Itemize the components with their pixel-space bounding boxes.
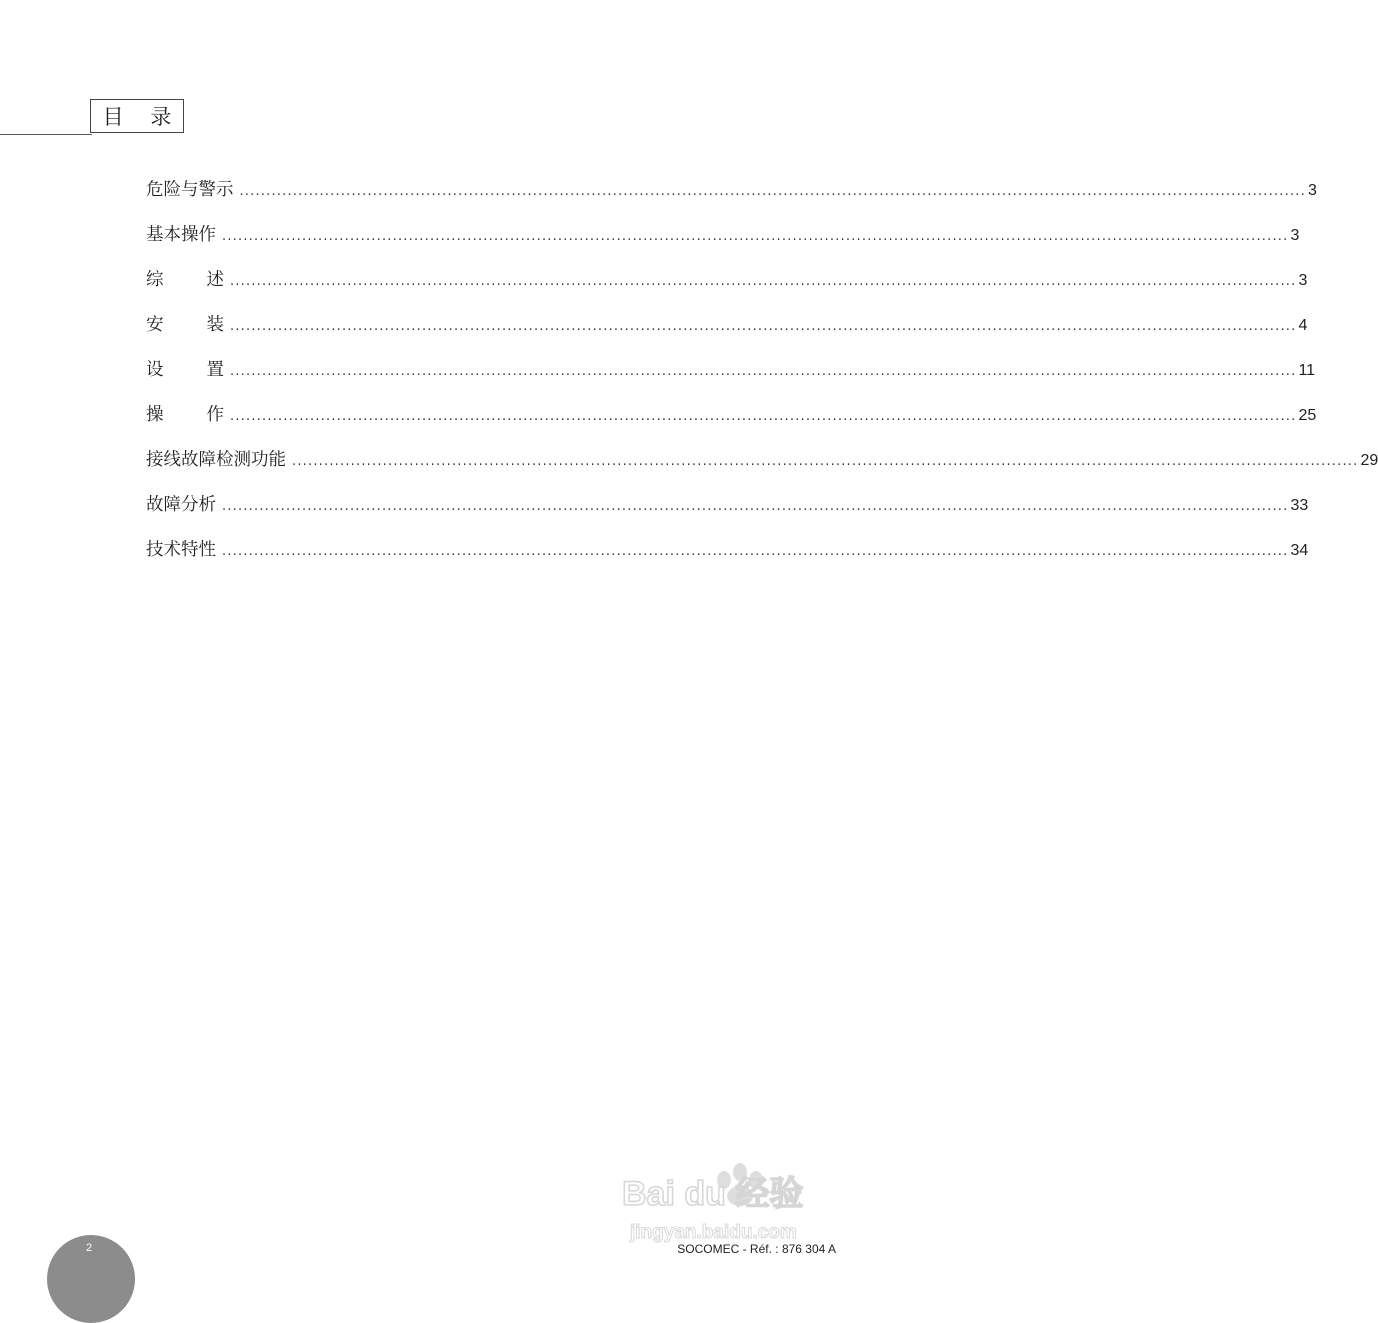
toc-entry-label: 接线故障检测功能 — [146, 450, 286, 470]
toc-dot-leader: ........................................................................................................................................................................................................ — [230, 319, 1297, 334]
baidu-jingyan-watermark — [620, 1150, 835, 1245]
toc-entry — [146, 266, 1308, 311]
header-rule — [0, 134, 92, 135]
toc-entry-page: 25 — [1298, 407, 1317, 424]
toc-dot-leader: ........................................................................................................................................................................................................ — [222, 499, 1289, 514]
toc-entry — [146, 401, 1317, 446]
toc-entry-page: 4 — [1298, 317, 1308, 334]
toc-entry-label: 设 置 — [146, 360, 224, 380]
toc-entry-label: 操 作 — [146, 405, 224, 425]
toc-entry-page: 33 — [1290, 497, 1309, 514]
toc-entry-label: 危险与警示 — [146, 180, 234, 200]
toc-entry-page: 3 — [1307, 182, 1317, 199]
toc-dot-leader: ........................................................................................................................................................................................................ — [230, 274, 1297, 289]
toc-entry — [146, 176, 1317, 221]
toc-entry-label: 安 装 — [146, 315, 224, 335]
toc-dot-leader: ........................................................................................................................................................................................................ — [230, 364, 1297, 379]
toc-entry-label: 技术特性 — [146, 540, 216, 560]
toc-entry — [146, 221, 1300, 266]
toc-entry-label: 故障分析 — [146, 495, 216, 515]
toc-entry-page: 29 — [1360, 452, 1378, 469]
toc-entry-page: 3 — [1290, 227, 1300, 244]
toc-entry-label: 综 述 — [146, 270, 224, 290]
toc-entry — [146, 311, 1308, 356]
toc-dot-leader: ........................................................................................................................................................................................................ — [239, 184, 1306, 199]
toc-entry — [146, 491, 1309, 536]
page-number: 2 — [86, 1242, 93, 1254]
toc-entry-page: 11 — [1298, 362, 1316, 379]
toc-entry — [146, 446, 1378, 491]
table-of-contents — [146, 176, 1378, 581]
toc-entry-page: 3 — [1298, 272, 1308, 289]
page-title: 目 录 — [90, 99, 184, 133]
toc-entry-label: 基本操作 — [146, 225, 216, 245]
toc-dot-leader: ........................................................................................................................................................................................................ — [222, 544, 1289, 559]
toc-dot-leader: ........................................................................................................................................................................................................ — [222, 229, 1289, 244]
document-reference: SOCOMEC - Réf. : 876 304 A — [677, 1242, 836, 1256]
toc-entry — [146, 356, 1316, 401]
watermark-url: jingyan.baidu.com — [630, 1222, 797, 1243]
watermark-brand: Bai du 经验 — [622, 1175, 804, 1213]
toc-entry-page: 34 — [1290, 542, 1309, 559]
toc-entry — [146, 536, 1309, 581]
toc-dot-leader: ........................................................................................................................................................................................................ — [292, 454, 1359, 469]
toc-dot-leader: ........................................................................................................................................................................................................ — [230, 409, 1297, 424]
